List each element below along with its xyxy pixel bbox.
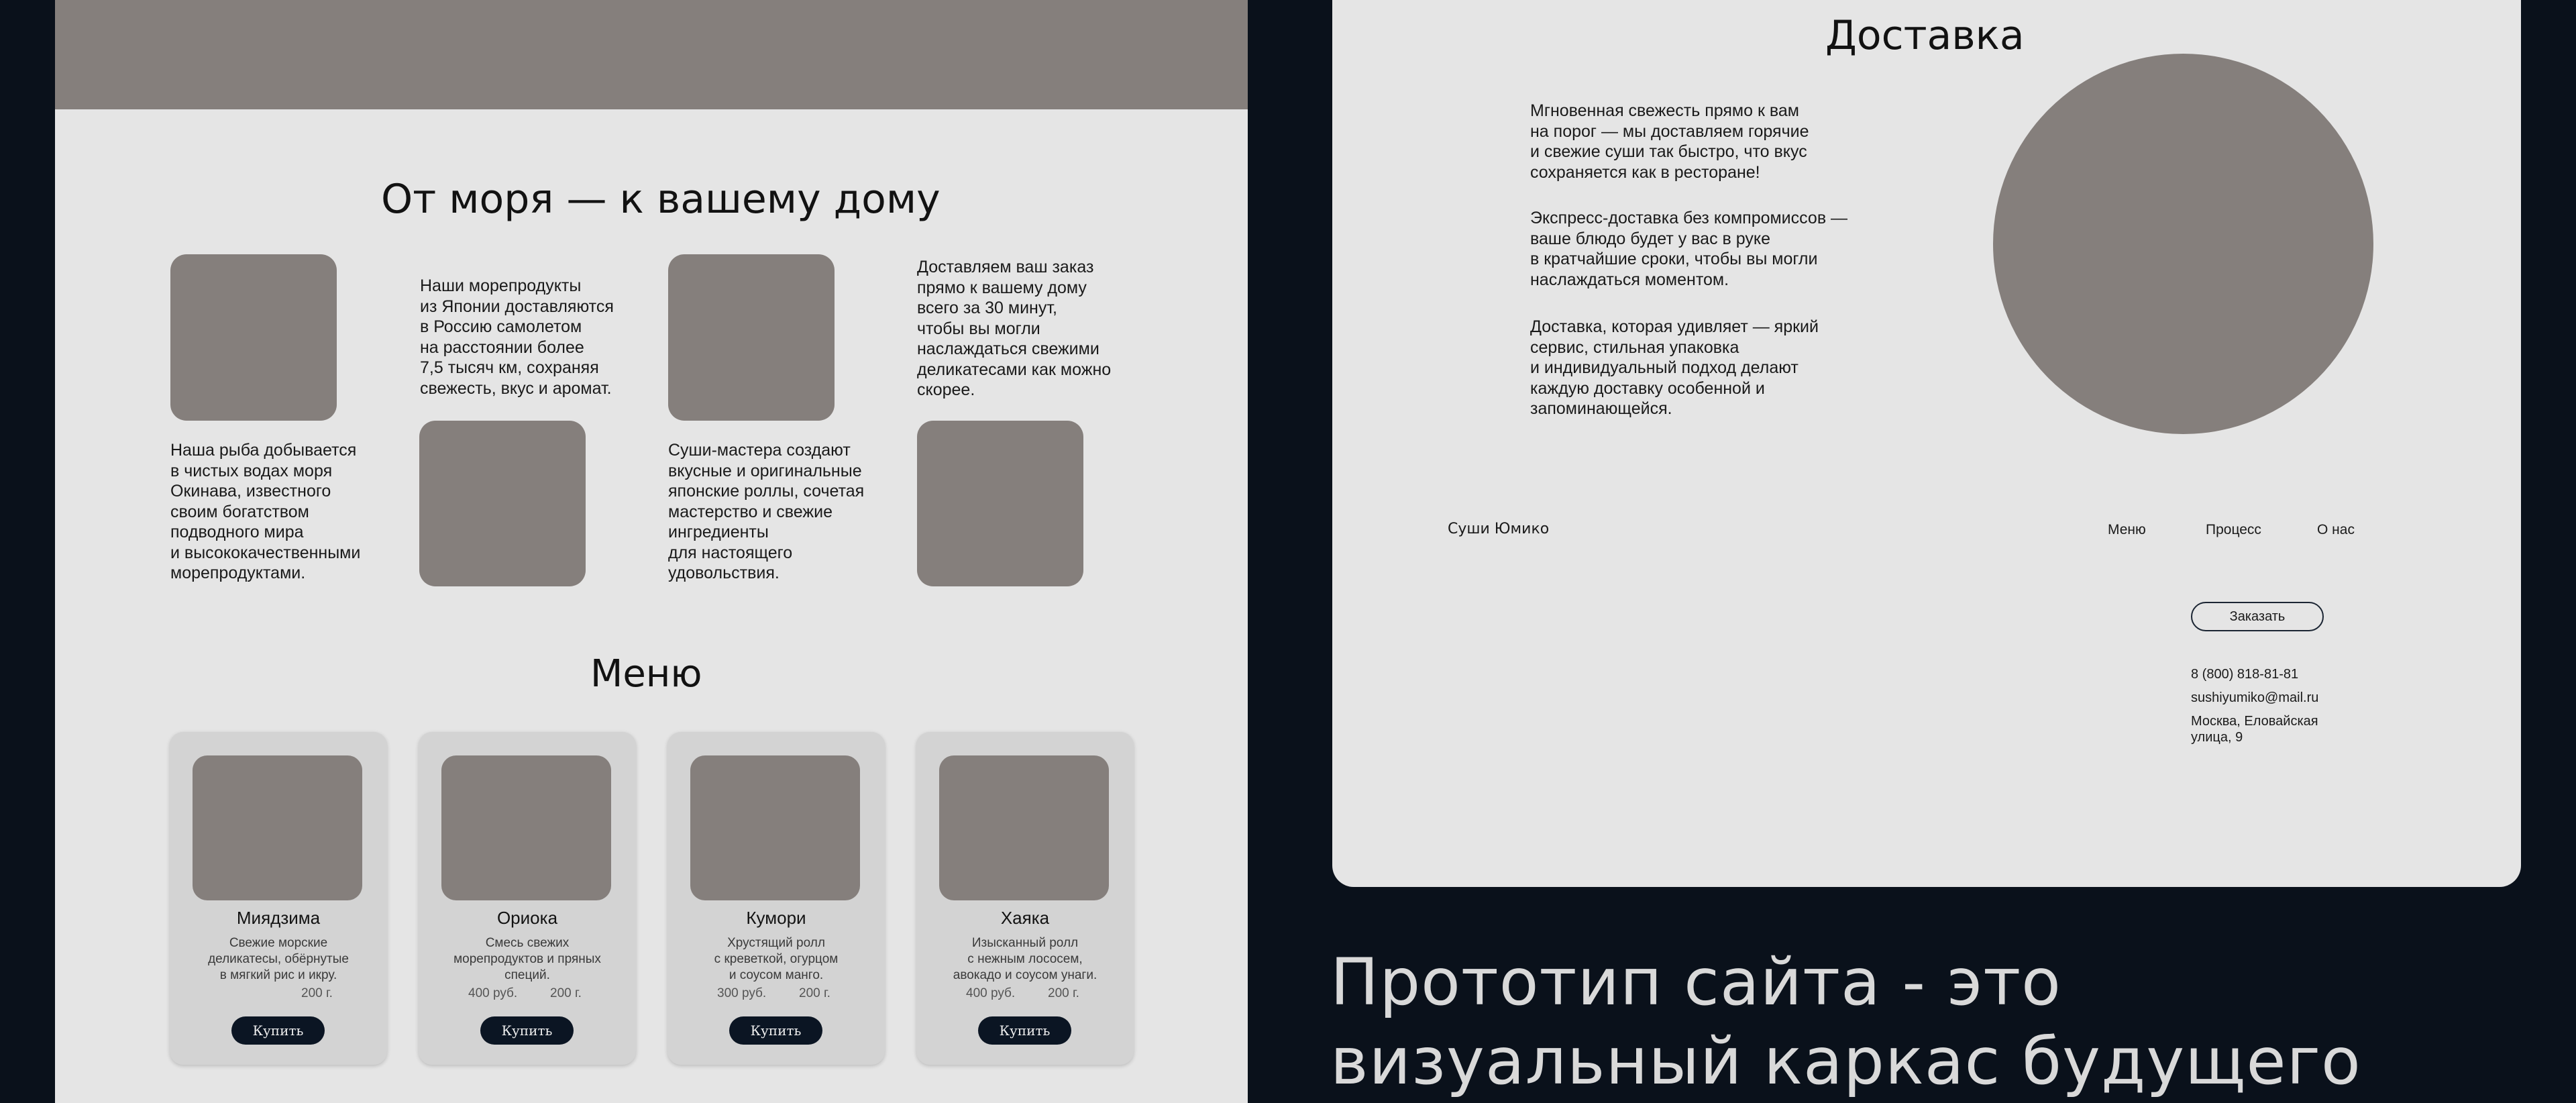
menu-card-description: Свежие морские деликатесы, обёрнутые в мягкий рис и икру.	[208, 936, 349, 982]
menu-card-price: 400 руб.	[468, 986, 518, 1000]
menu-card-weight: 200 г.	[1048, 986, 1079, 1000]
menu-card-price: 300 руб.	[717, 986, 767, 1000]
menu-card-weight: 200 г.	[301, 986, 333, 1000]
menu-card-name: Миядзима	[236, 908, 321, 928]
delivery-title: Доставка	[1825, 12, 2025, 59]
delivery-paragraph: Экспресс-доставка без компромиссов — ваше блюдо будет у вас в руке в кратчайшие сроки, чтобы вы могли наслаждаться моментом.	[1530, 209, 1848, 289]
buy-button[interactable]: Купить	[729, 1016, 822, 1045]
about-text-4: Суши-мастера создают вкусные и оригинальные японские роллы, сочетая мастерство и свежие ингредиенты для настоящего удовольствия.	[668, 441, 865, 582]
menu-card-image	[193, 755, 362, 900]
slogan-line-2: визуальный каркас будущего	[1330, 1024, 2361, 1099]
landing-page-left	[55, 0, 1248, 1103]
contact-email[interactable]: sushiyumiko@mail.ru	[2191, 690, 2319, 705]
delivery-image-placeholder	[1993, 54, 2373, 434]
hero-image-placeholder	[55, 0, 1248, 109]
menu-card-image	[690, 755, 860, 900]
menu-card-description: Хрустящий ролл с креветкой, огурцом и соусом манго.	[714, 936, 839, 982]
menu-card-price: 400 руб.	[966, 986, 1016, 1000]
menu-card-weight: 200 г.	[799, 986, 830, 1000]
menu-card-name: Хаяка	[1000, 908, 1050, 928]
footer-logo[interactable]: Суши Юмико	[1448, 521, 1550, 537]
menu-card-weight: 200 г.	[550, 986, 582, 1000]
order-button[interactable]: Заказать	[2191, 602, 2324, 631]
footer-nav-process[interactable]: Процесс	[2206, 522, 2261, 537]
menu-card	[170, 732, 387, 1065]
buy-button[interactable]: Купить	[480, 1016, 574, 1045]
buy-button[interactable]: Купить	[231, 1016, 325, 1045]
menu-card-description: Изысканный ролл с нежным лососем, авокадо и соусом унаги.	[953, 936, 1097, 982]
footer-nav-about[interactable]: О нас	[2317, 522, 2355, 537]
about-text-1: Наши морепродукты из Японии доставляются в Россию самолетом на расстоянии более 7,5 тысяч км, сохраняя свежесть, вкус и аромат.	[420, 276, 614, 398]
menu-card	[419, 732, 636, 1065]
contact-phone[interactable]: 8 (800) 818-81-81	[2191, 667, 2299, 682]
about-image-3	[419, 421, 586, 586]
about-text-2: Доставляем ваш заказ прямо к вашему дому всего за 30 минут, чтобы вы могли наслаждаться свежими деликатесами как можно скорее.	[917, 258, 1112, 399]
buy-button[interactable]: Купить	[978, 1016, 1071, 1045]
contact-address: Москва, Еловайская улица, 9	[2191, 714, 2318, 745]
menu-card-name: Кумори	[746, 908, 806, 928]
landing-page-right	[1332, 0, 2521, 887]
about-text-3: Наша рыба добывается в чистых водах моря Окинава, известного своим богатством подводного мира и высококачественными морепродуктами.	[170, 441, 361, 582]
about-image-4	[917, 421, 1083, 586]
menu-card-name: Ориока	[496, 908, 558, 928]
menu-card-image	[441, 755, 611, 900]
footer-nav-menu[interactable]: Меню	[2108, 522, 2146, 537]
about-image-1	[170, 254, 337, 421]
about-image-2	[668, 254, 835, 421]
menu-card	[667, 732, 885, 1065]
menu-title: Меню	[590, 652, 702, 696]
delivery-paragraph: Доставка, которая удивляет — яркий сервис, стильная упаковка и индивидуальный подход делают каждую доставку особенной и запоминающейся.	[1530, 317, 1819, 418]
slogan-line-1: Прототип сайта - это	[1330, 945, 2061, 1020]
menu-card	[916, 732, 1134, 1065]
delivery-paragraph: Мгновенная свежесть прямо к вам на порог — мы доставляем горячие и свежие суши так быстро, что вкус сохраняется как в ресторане!	[1530, 101, 1809, 182]
menu-card-description: Смесь свежих морепродуктов и пряных специй.	[453, 936, 601, 982]
about-title: От моря — к вашему дому	[381, 176, 941, 223]
menu-card-image	[939, 755, 1109, 900]
